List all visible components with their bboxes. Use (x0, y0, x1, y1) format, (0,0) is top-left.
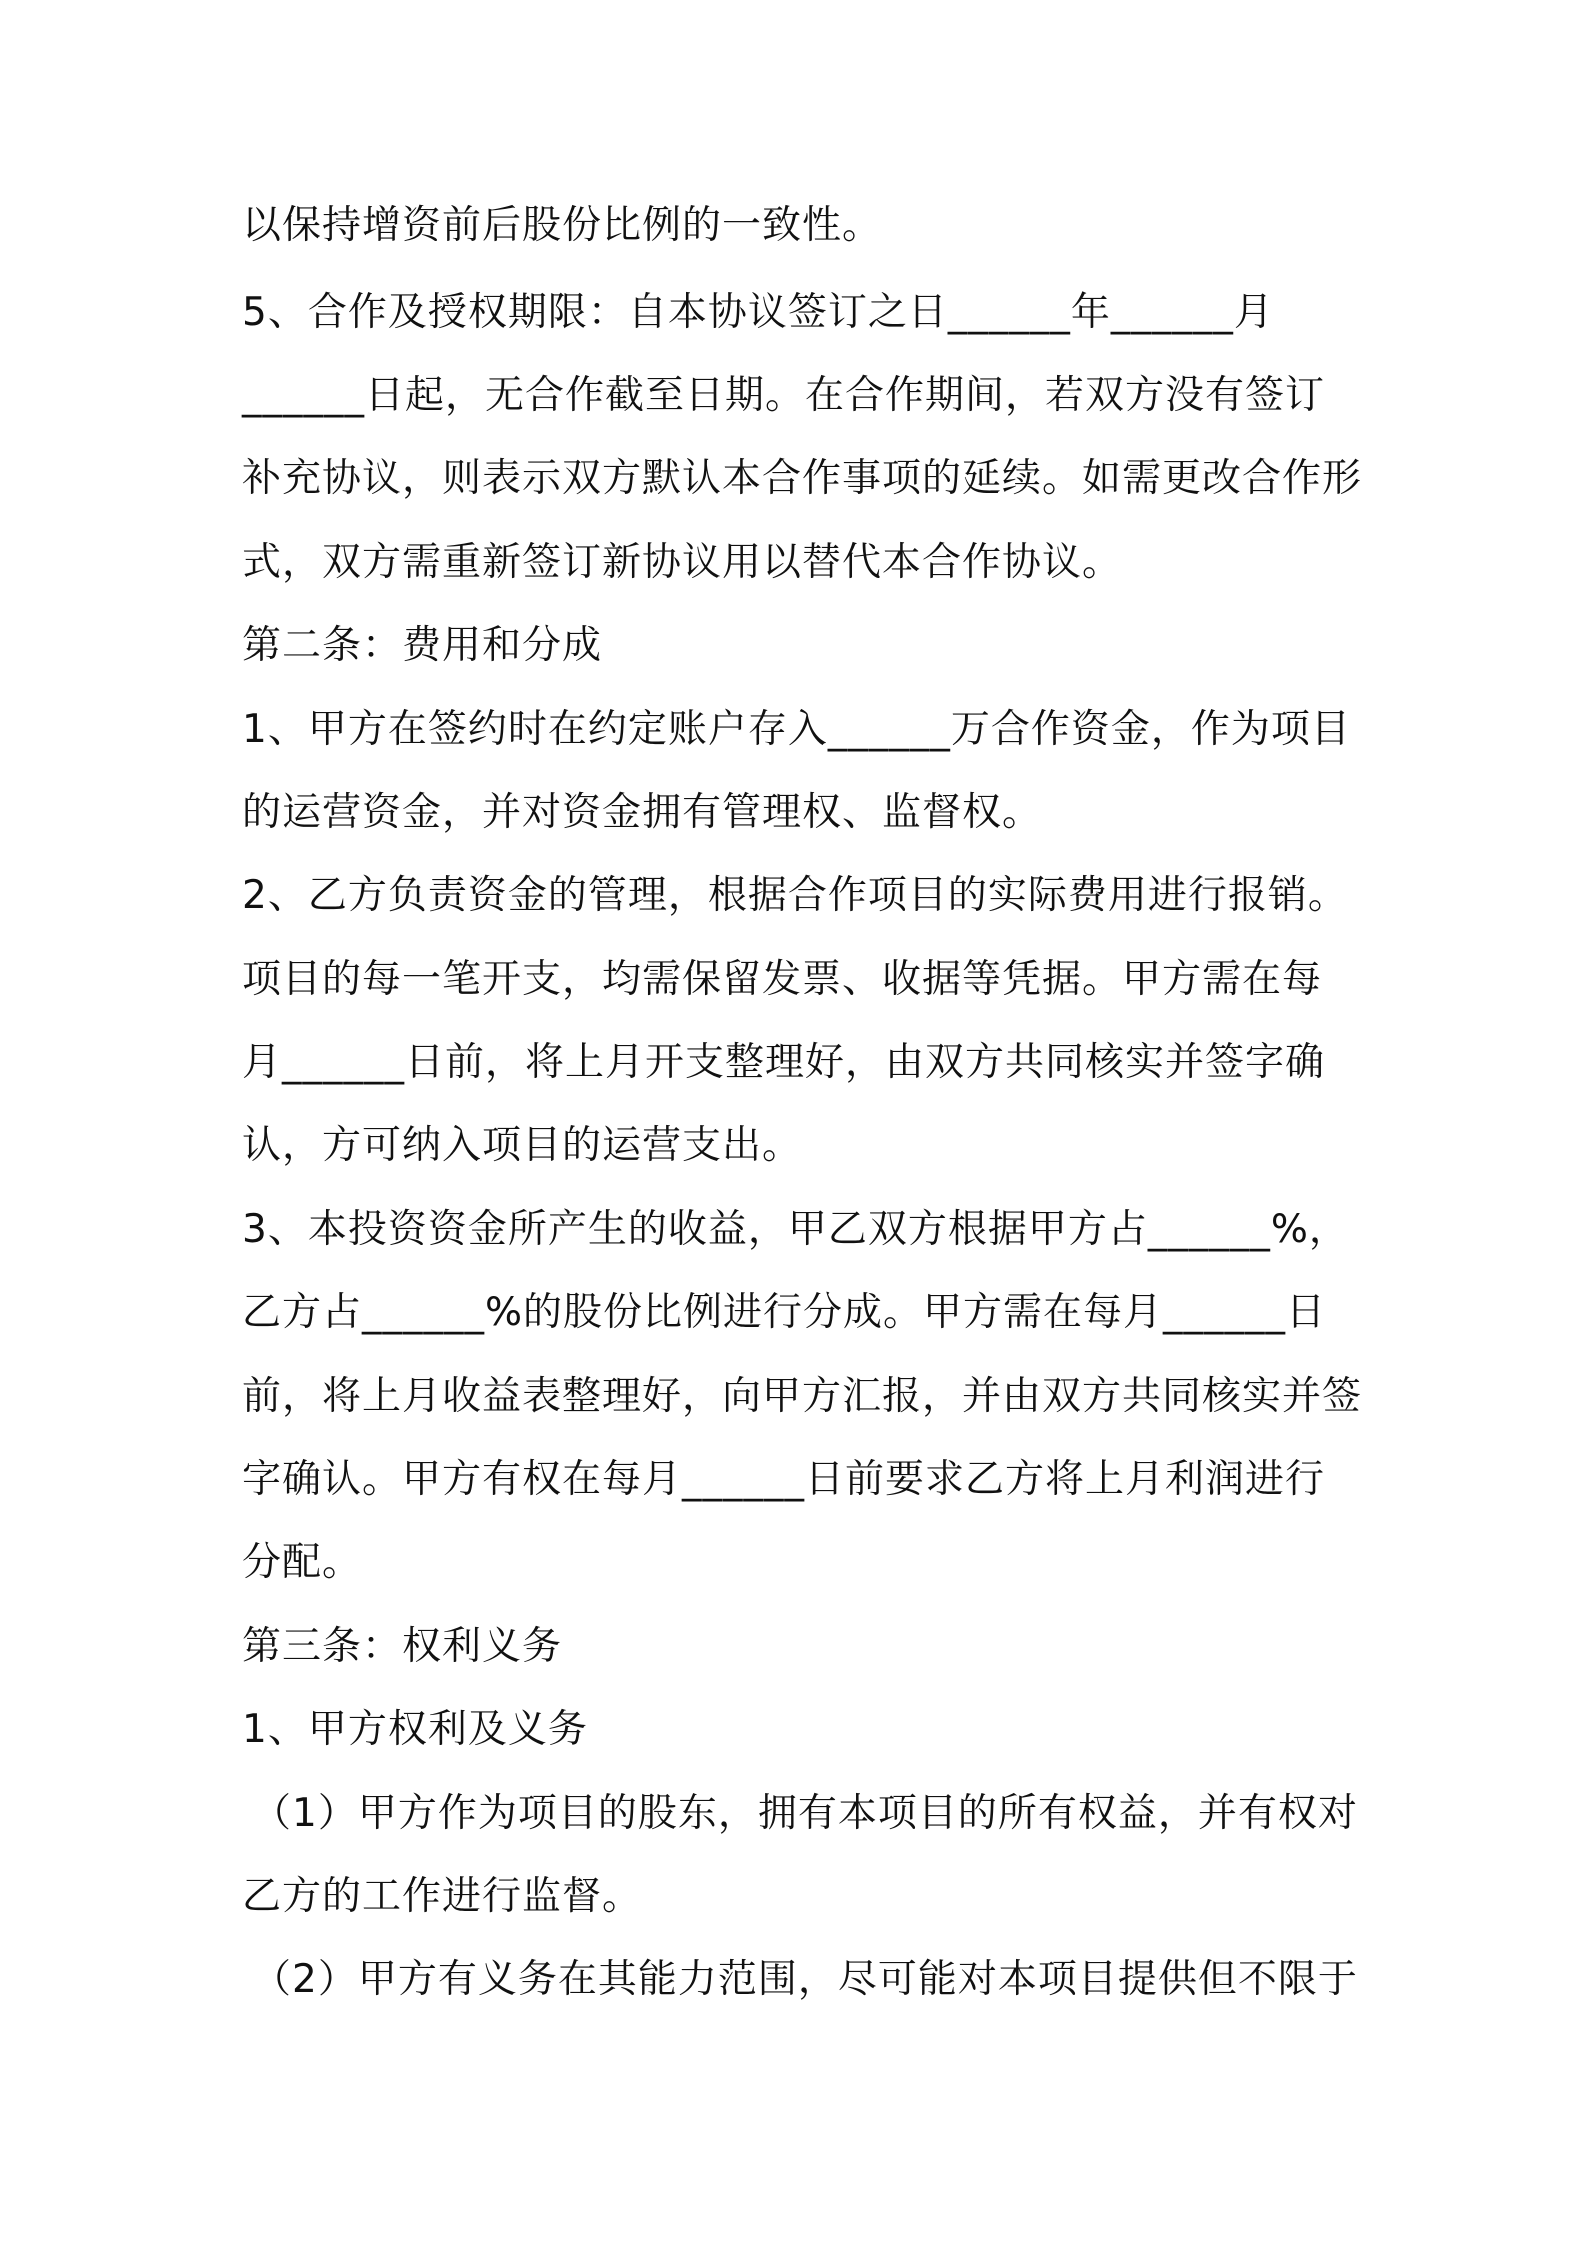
text-line: 认，方可纳入项目的运营支出。 (242, 1123, 803, 1168)
text-line: ______日起，无合作截至日期。在合作期间，若双方没有签订 (242, 373, 1326, 418)
text-line: 乙方占______%的股份比例进行分成。甲方需在每月______日 (242, 1290, 1327, 1335)
text-line: 前，将上月收益表整理好，向甲方汇报，并由双方共同核实并签 (242, 1374, 1363, 1419)
clause-funding-line: 1、甲方在签约时在约定账户存入______万合作资金，作为项目 (242, 707, 1351, 752)
text-line: 月______日前，将上月开支整理好，由双方共同核实并签字确 (242, 1040, 1326, 1085)
text-line: 字确认。甲方有权在每月______日前要求乙方将上月利润进行 (242, 1457, 1326, 1502)
item-2-line: （2）甲方有义务在其能力范围，尽可能对本项目提供但不限于 (252, 1957, 1358, 2002)
clause-profit-line: 3、本投资资金所产生的收益，甲乙双方根据甲方占______%， (242, 1207, 1349, 1252)
text-line: 式，双方需重新签订新协议用以替代本合作协议。 (242, 540, 1123, 585)
text-line: 的运营资金，并对资金拥有管理权、监督权。 (242, 790, 1043, 835)
text-line: 乙方的工作进行监督。 (242, 1874, 643, 1919)
article-two-heading: 第二条：费用和分成 (242, 623, 603, 668)
text-line: 以保持增资前后股份比例的一致性。 (242, 203, 883, 248)
clause-term-line: 5、合作及授权期限：自本协议签订之日______年______月 (242, 290, 1274, 335)
item-1-line: （1）甲方作为项目的股东，拥有本项目的所有权益，并有权对 (252, 1791, 1358, 1836)
clause-expense-line: 2、乙方负责资金的管理，根据合作项目的实际费用进行报销。 (242, 873, 1348, 918)
text-line: 补充协议，则表示双方默认本合作事项的延续。如需更改合作形 (242, 456, 1363, 501)
text-line: 分配。 (242, 1540, 363, 1585)
text-line: 项目的每一笔开支，均需保留发票、收据等凭据。甲方需在每 (242, 957, 1323, 1002)
article-three-heading: 第三条：权利义务 (242, 1624, 563, 1669)
party-a-rights-heading: 1、甲方权利及义务 (242, 1707, 588, 1752)
